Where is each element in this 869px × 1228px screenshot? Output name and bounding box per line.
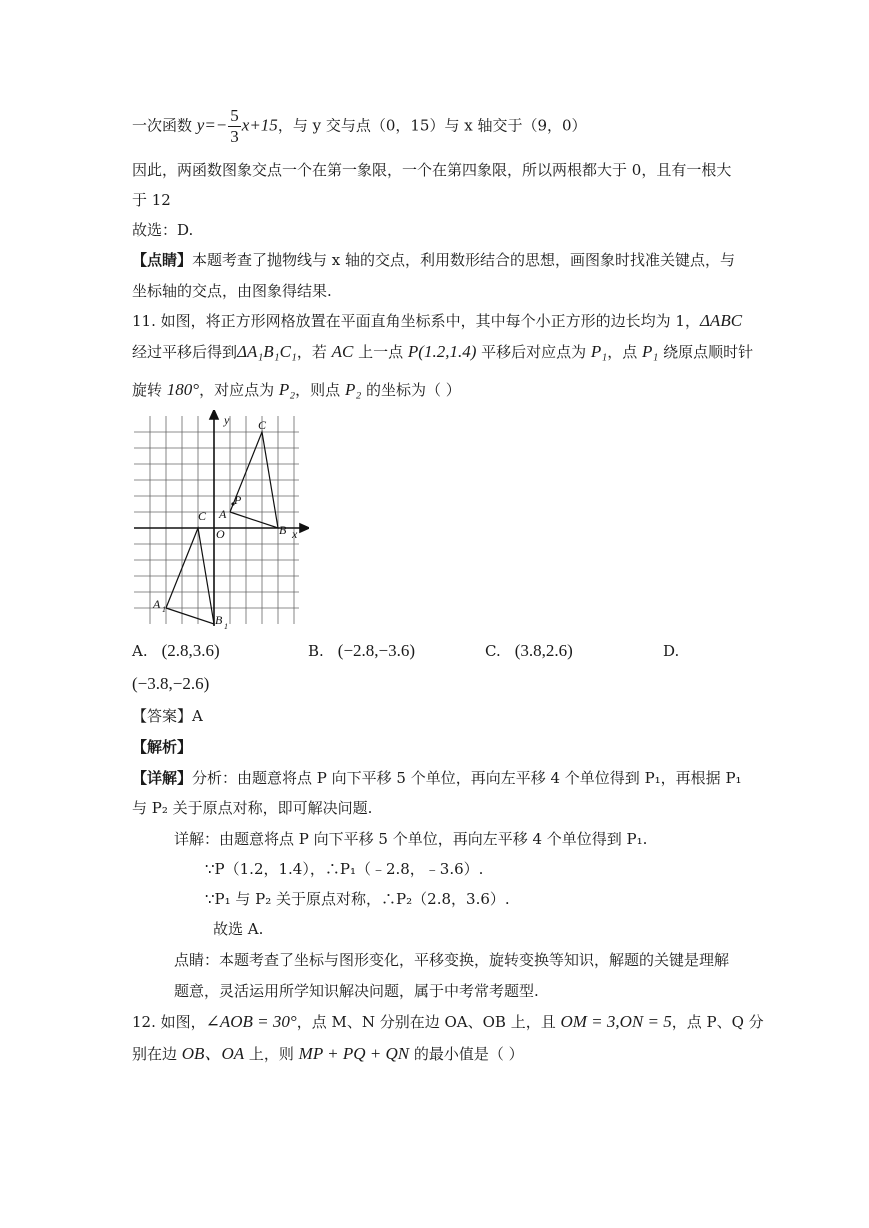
point-label-p: P (234, 493, 242, 507)
text-segment: ，与 y 交与点（0，15）与 x 轴交于（9，0） (277, 116, 587, 135)
math-expression: P₁ (642, 342, 659, 361)
text-segment: 一次函数 (132, 116, 197, 135)
point-label-a1-subscript: 1 (162, 605, 166, 614)
text-segment: ，点 M、N 分别在边 OA、OB 上，且 (296, 1013, 561, 1031)
answer-line: 【答案】A (132, 707, 203, 725)
text-segment: ，点 (607, 343, 642, 361)
option-value: (−3.8,−2.6) (132, 674, 210, 693)
option-letter: B. (308, 642, 324, 660)
text-line-2: 因此，两函数图象交点一个在第一象限，一个在第四象限，所以两根都大于 0，且有一根大 (132, 161, 732, 179)
coordinate-grid-figure (134, 410, 309, 630)
point-label-b1: B (215, 613, 223, 627)
text-segment: 本题考查了抛物线与 x 轴的交点，利用数形结合的思想，画图象时找准关键点，与 (192, 251, 736, 269)
math-expression: ΔA₁B₁C₁ (237, 342, 297, 361)
detail-line-8: 题意，灵活运用所学知识解决问题，属于中考常考题型. (174, 982, 539, 1000)
math-expression: P₁ (590, 342, 608, 361)
option-value: (2.8,3.6) (161, 641, 220, 660)
point-label-a: A (219, 507, 227, 521)
question-11-line-3 (132, 380, 461, 400)
section-tag: 【点睛】 (132, 251, 193, 269)
option-value: (3.8,2.6) (514, 641, 573, 660)
text-line-3: 于 12 (132, 191, 171, 209)
detail-line-2: 与 P₂ 关于原点对称，即可解决问题. (132, 799, 373, 817)
option-letter: C. (485, 642, 501, 660)
text-segment: ，若 (296, 343, 332, 361)
question-11-line-1 (132, 311, 742, 331)
point-label-c: C (258, 418, 267, 432)
axis-label-y: y (224, 413, 230, 427)
point-label-a1: A (153, 597, 161, 611)
math-expression: P₂ (278, 380, 296, 399)
option-b (308, 640, 415, 662)
text-segment: 别在边 (132, 1045, 182, 1063)
math-expression: x+15 (241, 115, 278, 135)
detail-line-7: 点睛：本题考查了坐标与图形变化，平移变换，旋转变换等知识，解题的关键是理解 (174, 951, 730, 969)
question-12-line-1 (132, 1012, 764, 1032)
fraction-denominator: 3 (230, 127, 239, 146)
option-c (485, 640, 573, 662)
analysis-title: 【解析】 (132, 738, 193, 756)
text-segment: 上一点 (353, 343, 408, 361)
text-line-6: 坐标轴的交点，由图象得结果. (132, 282, 332, 300)
text-segment: ，对应点为 (199, 381, 279, 399)
math-expression: ∠AOB = 30° (205, 1012, 297, 1031)
math-expression: OB、OA (181, 1044, 245, 1063)
detail-line-1 (132, 768, 742, 788)
math-expression: MP + PQ + QN (298, 1044, 410, 1063)
text-segment: 旋转 (132, 381, 167, 399)
axis-label-x: x (292, 527, 298, 541)
point-label-c1: C (198, 509, 207, 523)
math-expression: P₂ (344, 380, 362, 399)
math-expression: 180° (166, 380, 200, 399)
text-segment: ，点 P、Q 分 (671, 1013, 764, 1031)
grid-lines (134, 416, 299, 624)
math-expression: AC (331, 342, 354, 361)
question-11-line-2 (132, 342, 753, 362)
text-segment: 经过平移后得到 (132, 343, 238, 361)
option-a (132, 640, 220, 662)
detail-line-4: ∵P（1.2，1.4），∴P₁（﹣2.8，﹣3.6）. (205, 860, 484, 878)
text-segment: ，则点 (295, 381, 345, 399)
math-expression: P(1.2,1.4) (407, 342, 477, 361)
text-segment: 的坐标为（ ） (361, 381, 461, 399)
math-expression: ΔABC (699, 311, 743, 330)
origin-label: O (216, 527, 225, 541)
text-line-5 (132, 250, 735, 270)
section-tag: 【详解】 (132, 769, 193, 787)
option-d-value (132, 673, 209, 695)
text-segment: 绕原点顺时针 (658, 343, 754, 361)
math-expression: y=− (196, 115, 228, 135)
point-label-b: B (279, 523, 287, 537)
math-expression: OM = 3,ON = 5 (560, 1012, 672, 1031)
question-12-line-2 (132, 1044, 524, 1064)
text-segment: 平移后对应点为 (476, 343, 591, 361)
option-d-letter: D. (663, 642, 680, 660)
detail-line-5: ∵P₁ 与 P₂ 关于原点对称，∴P₂（2.8，3.6）. (205, 890, 510, 908)
fraction (228, 106, 241, 147)
detail-line-3: 详解：由题意将点 P 向下平移 5 个单位，再向左平移 4 个单位得到 P₁. (174, 830, 648, 848)
text-segment: 12. 如图， (132, 1013, 206, 1031)
text-line-4: 故选：D. (132, 221, 194, 239)
text-segment: 的最小值是（ ） (409, 1045, 524, 1063)
text-line-1 (132, 106, 587, 147)
option-letter: A. (132, 642, 148, 660)
text-segment: 上，则 (244, 1045, 299, 1063)
detail-line-6: 故选 A. (213, 920, 264, 938)
fraction-numerator: 5 (230, 106, 239, 125)
text-segment: 分析：由题意将点 P 向下平移 5 个单位，再向左平移 4 个单位得到 P₁，再根据 P₁ (192, 769, 742, 787)
text-segment: 11. 如图，将正方形网格放置在平面直角坐标系中，其中每个小正方形的边长均为 1， (132, 312, 700, 330)
option-value: (−2.8,−3.6) (337, 641, 416, 660)
point-label-b1-subscript: 1 (224, 622, 228, 630)
